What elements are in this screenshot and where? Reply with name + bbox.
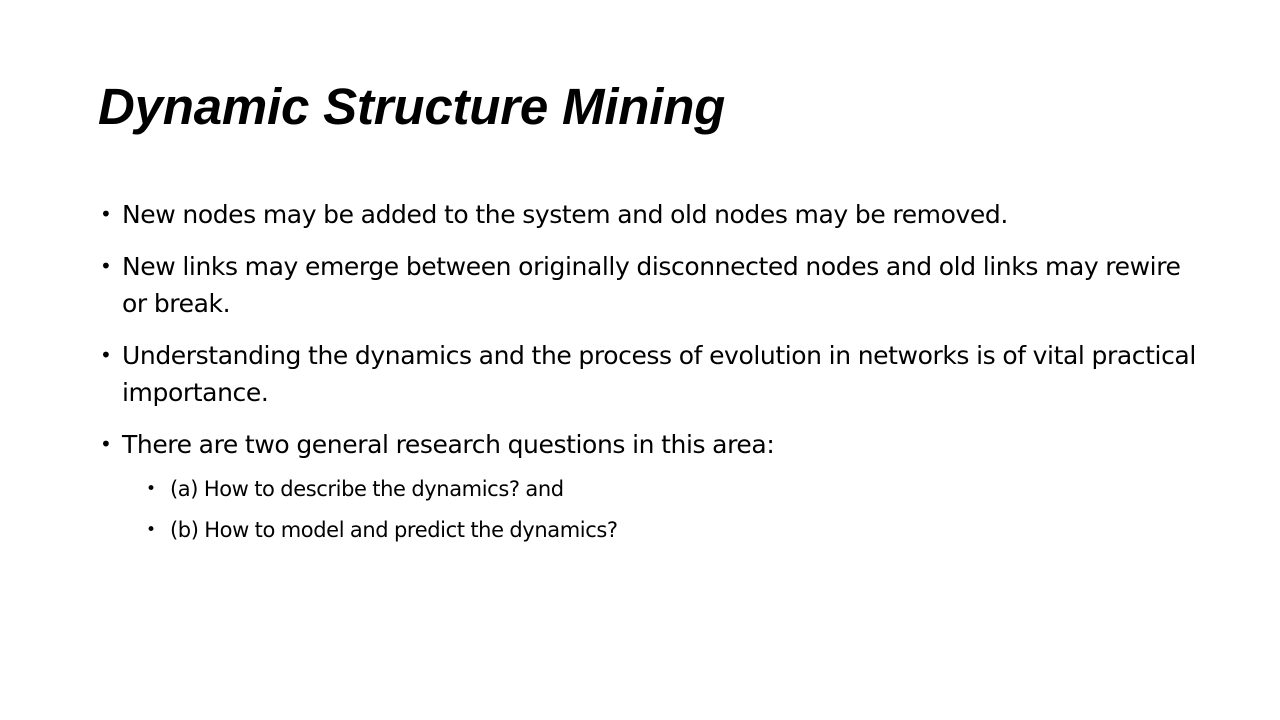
- sub-bullet-text: (a) How to describe the dynamics? and: [170, 477, 564, 501]
- bullet-item: [100, 196, 1210, 233]
- bullet-item: [100, 337, 1210, 411]
- bullet-item: [100, 426, 1210, 545]
- bullet-text: New links may emerge between originally disconnected nodes and old links may rewire or break.: [122, 252, 1181, 318]
- sub-bullet-list: [122, 475, 1210, 545]
- sub-bullet-dot-icon: •: [146, 520, 156, 540]
- slide-title: Dynamic Structure Mining: [98, 78, 726, 135]
- bullet-text: Understanding the dynamics and the process of evolution in networks is of vital practical importance.: [122, 341, 1196, 407]
- bullet-text: There are two general research questions in this area:: [122, 430, 775, 459]
- bullet-item: [100, 248, 1210, 322]
- bullet-dot-icon: •: [100, 343, 112, 367]
- sub-bullet-text: (b) How to model and predict the dynamics?: [170, 518, 618, 542]
- sub-bullet-dot-icon: •: [146, 479, 156, 499]
- sub-bullet-item: [146, 475, 1210, 504]
- bullet-dot-icon: •: [100, 254, 112, 278]
- bullet-text: New nodes may be added to the system and old nodes may be removed.: [122, 200, 1008, 229]
- bullet-list: [100, 196, 1210, 560]
- bullet-dot-icon: •: [100, 432, 112, 456]
- bullet-dot-icon: •: [100, 202, 112, 226]
- sub-bullet-item: [146, 516, 1210, 545]
